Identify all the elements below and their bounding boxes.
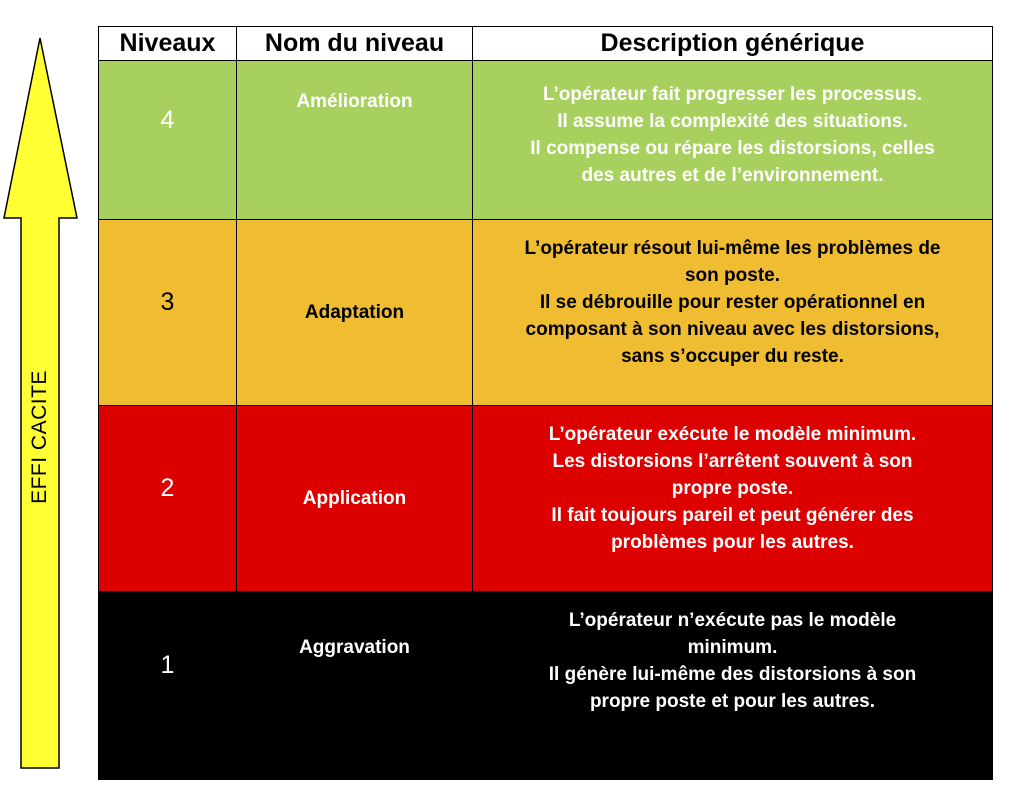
level-row <box>99 406 993 592</box>
header-row <box>99 27 993 61</box>
level-description-line: Il compense ou répare les distorsions, celles <box>530 138 935 159</box>
level-description-line: L’opérateur exécute le modèle minimum. <box>548 424 917 445</box>
level-name-cell <box>237 220 473 406</box>
level-name: Adaptation <box>304 301 405 323</box>
level-number: 4 <box>160 105 175 134</box>
level-description-cell <box>473 61 993 220</box>
level-name: Aggravation <box>299 636 410 658</box>
level-description-line: L’opérateur résout lui-même les problèmes de <box>524 238 941 259</box>
level-number: 3 <box>160 288 175 316</box>
level-number-cell <box>99 592 237 780</box>
level-description-cell <box>473 220 993 406</box>
level-description-line: problèmes pour les autres. <box>611 532 854 553</box>
level-description-line: composant à son niveau avec les distorsions, <box>525 319 940 340</box>
level-row <box>99 592 993 780</box>
level-row <box>99 220 993 406</box>
level-description-line: Il se débrouille pour rester opérationnel en <box>539 292 926 313</box>
level-description-line: Les distorsions l’arrêtent souvent à son <box>552 451 913 472</box>
level-name: Application <box>302 487 407 509</box>
level-description-cell <box>473 406 993 592</box>
level-description-line: sans s’occuper du reste. <box>621 346 844 367</box>
level-table <box>98 26 993 780</box>
level-description-line: minimum. <box>687 636 778 658</box>
level-number-cell <box>99 61 237 220</box>
efficacy-axis-label: EFFI CACITE <box>28 370 51 504</box>
header-description: Description générique <box>473 27 993 61</box>
level-row <box>99 61 993 220</box>
level-description-line: L’opérateur n’exécute pas le modèle <box>568 609 897 631</box>
level-name: Amélioration <box>296 91 413 112</box>
level-number-cell <box>99 220 237 406</box>
level-description-line: propre poste. <box>671 478 794 499</box>
level-description-cell <box>473 592 993 780</box>
header-nom-du-niveau: Nom du niveau <box>237 27 473 61</box>
level-number: 2 <box>160 474 175 502</box>
level-description-line: Il fait toujours pareil et peut générer des <box>551 505 914 526</box>
level-number: 1 <box>160 651 175 679</box>
level-description-line: Il génère lui-même des distorsions à son <box>548 663 917 685</box>
level-description-line: L’opérateur fait progresser les processus. <box>542 84 923 105</box>
level-description-line: Il assume la complexité des situations. <box>557 111 908 132</box>
level-description-line: propre poste et pour les autres. <box>589 690 876 712</box>
level-name-cell <box>237 406 473 592</box>
level-description-line: son poste. <box>684 265 780 286</box>
level-description-line: des autres et de l’environnement. <box>581 165 884 186</box>
header-niveaux: Niveaux <box>99 27 237 61</box>
level-number-cell <box>99 406 237 592</box>
level-name-cell <box>237 592 473 780</box>
level-name-cell <box>237 61 473 220</box>
